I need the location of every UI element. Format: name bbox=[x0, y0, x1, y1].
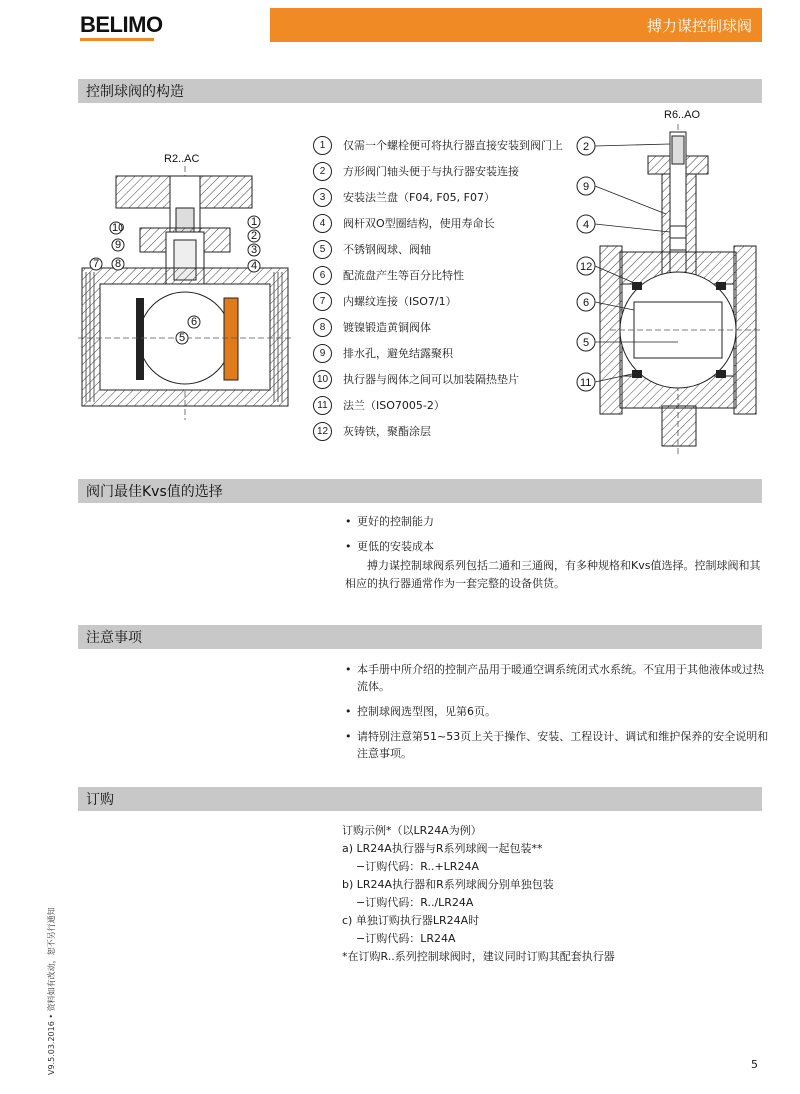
legend-item bbox=[313, 184, 583, 210]
legend-item bbox=[313, 236, 583, 262]
legend-text: 仅需一个螺栓便可将执行器直接安装到阀门上 bbox=[343, 139, 563, 152]
section-construction-header: 控制球阀的构造 bbox=[78, 79, 762, 103]
right-callout-9: 9 bbox=[583, 181, 590, 193]
left-callout-10: 10 bbox=[112, 222, 125, 234]
legend-item bbox=[313, 314, 583, 340]
diagram-left-label: R2..AC bbox=[164, 153, 200, 165]
legend-number: 9 bbox=[313, 344, 332, 363]
legend-number: 1 bbox=[313, 136, 332, 155]
left-callout-7: 7 bbox=[93, 258, 100, 270]
right-callout-12: 12 bbox=[580, 261, 593, 273]
legend-number: 11 bbox=[313, 396, 332, 415]
legend-number: 2 bbox=[313, 162, 332, 181]
list-item: • 更好的控制能力 bbox=[345, 515, 434, 528]
legend-item bbox=[313, 392, 583, 418]
legend-number: 3 bbox=[313, 188, 332, 207]
notes-list bbox=[345, 661, 768, 770]
legend-number: 7 bbox=[313, 292, 332, 311]
legend-text: 安装法兰盘（F04, F05, F07） bbox=[343, 191, 495, 204]
left-callout-5: 5 bbox=[179, 332, 186, 344]
left-callout-6: 6 bbox=[191, 316, 198, 328]
legend-text: 法兰（ISO7005-2） bbox=[343, 399, 445, 412]
legend-item bbox=[313, 262, 583, 288]
legend-number: 4 bbox=[313, 214, 332, 233]
right-callout-2: 2 bbox=[583, 141, 590, 153]
legend-text: 内螺纹连接（ISO7/1） bbox=[343, 295, 457, 308]
legend-item bbox=[313, 132, 583, 158]
page-header-title: 搏力谋控制球阀 bbox=[646, 16, 752, 35]
kvs-paragraph: 搏力谋控制球阀系列包括二通和三通阀，有多种规格和Kvs值选择。控制球阀和其 相应的执行器通常作为一套完整的设备供货。 bbox=[345, 559, 761, 590]
legend-text: 阀杆双O型圈结构，使用寿命长 bbox=[343, 217, 495, 230]
legend-text: 灰铸铁，聚酯涂层 bbox=[343, 425, 431, 438]
legend-number: 10 bbox=[313, 370, 332, 389]
legend-text: 配流盘产生等百分比特性 bbox=[343, 269, 464, 282]
valve-diagram-r2ac bbox=[78, 148, 310, 440]
legend-text: 执行器与阀体之间可以加装隔热垫片 bbox=[343, 373, 519, 386]
left-callout-1: 1 bbox=[251, 216, 258, 228]
legend-number: 5 bbox=[313, 240, 332, 259]
right-callout-6: 6 bbox=[583, 297, 590, 309]
list-item: • 请特别注意第51~53页上关于操作、安装、工程设计、调试和维护保养的安全说明和 注意事项。 bbox=[345, 730, 769, 760]
legend-text: 镀镍锻造黄铜阀体 bbox=[343, 321, 431, 334]
legend-item bbox=[313, 210, 583, 236]
legend-number: 8 bbox=[313, 318, 332, 337]
list-item: • 控制球阀选型图，见第6页。 bbox=[345, 705, 496, 718]
left-callout-8: 8 bbox=[115, 258, 122, 270]
legend-item bbox=[313, 158, 583, 184]
list-item: • 更低的安装成本 bbox=[345, 540, 434, 553]
construction-legend bbox=[313, 132, 583, 444]
left-callout-2: 2 bbox=[251, 230, 258, 242]
version-note: V9.5.03.2016 • 资料如有改动，恕不另行通知 bbox=[47, 907, 56, 1075]
page-number: 5 bbox=[751, 1058, 758, 1071]
legend-number: 12 bbox=[313, 422, 332, 441]
legend-number: 6 bbox=[313, 266, 332, 285]
right-callout-11: 11 bbox=[580, 377, 592, 389]
diagram-right-label: R6..AO bbox=[664, 109, 701, 121]
legend-text: 排水孔，避免结露聚积 bbox=[343, 347, 453, 360]
belimo-logo: BELIMO bbox=[80, 12, 163, 37]
logo-underline bbox=[80, 38, 154, 41]
kvs-bullets bbox=[345, 513, 434, 563]
section-order-header: 订购 bbox=[78, 787, 762, 811]
legend-text: 方形阀门轴头便于与执行器安装连接 bbox=[343, 165, 519, 178]
left-callout-9: 9 bbox=[115, 239, 122, 251]
right-callout-4: 4 bbox=[583, 219, 590, 231]
legend-item bbox=[313, 288, 583, 314]
legend-item bbox=[313, 418, 583, 444]
legend-item bbox=[313, 340, 583, 366]
order-examples: 订购示例*（以LR24A为例） a) LR24A执行器与R系列球阀一起包装** −订购代码：R..+LR24A b) LR24A执行器和R系列球阀分别单独包装 −订购代码：R../LR24A c) 单独订购执行器LR24A时 −订购代码：LR24A *在订购R..系列控制球阀时，建议同时订购其配套执行器 bbox=[342, 824, 615, 963]
legend-text: 不锈钢阀球、阀轴 bbox=[343, 243, 431, 256]
left-callout-3: 3 bbox=[251, 244, 258, 256]
header-title-band bbox=[270, 8, 762, 42]
section-kvs-header: 阀门最佳Kvs值的选择 bbox=[78, 479, 762, 503]
list-item: • 本手册中所介绍的控制产品用于暖通空调系统闭式水系统。不宜用于其他液体或过热 流体。 bbox=[345, 663, 764, 693]
left-callout-4: 4 bbox=[251, 260, 258, 272]
right-callout-5: 5 bbox=[583, 337, 590, 349]
valve-diagram-r6ao bbox=[570, 106, 766, 466]
section-notes-header: 注意事项 bbox=[78, 625, 762, 649]
legend-item bbox=[313, 366, 583, 392]
